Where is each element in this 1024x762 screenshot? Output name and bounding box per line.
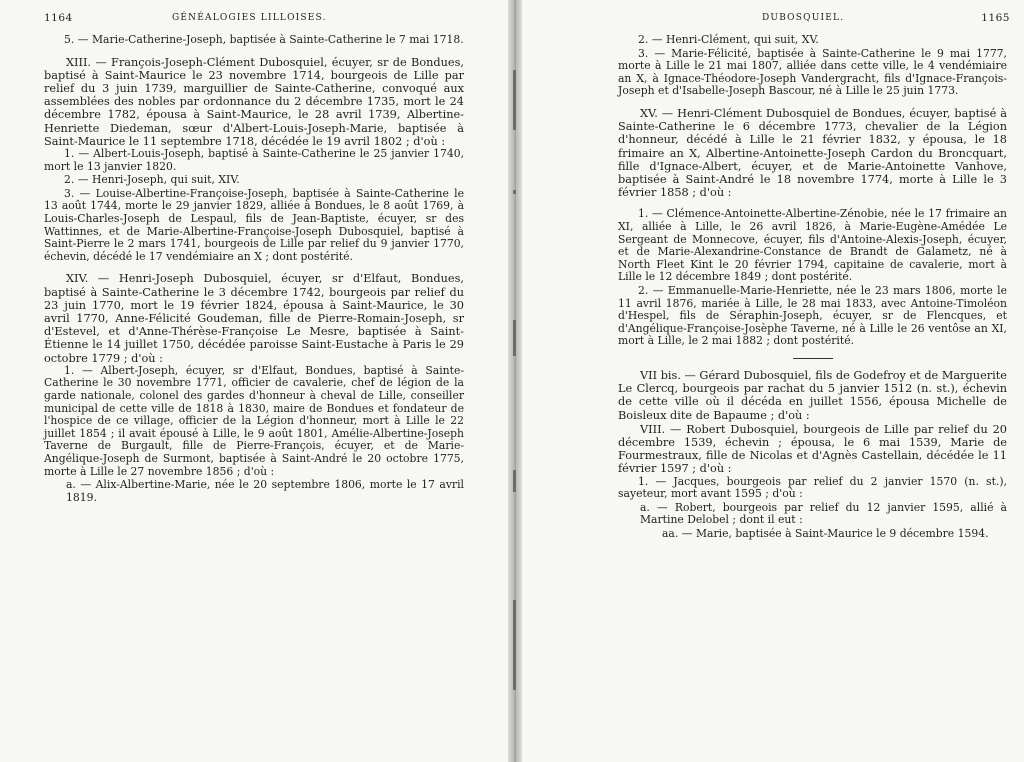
left-page-header bbox=[0, 10, 508, 30]
genealogy-entry: VIII. — Robert Dubosquiel, bourgeois de Lille par relief du 20 décembre 1539, échevin ; épousa, le 6 mai 1539, Marie de Fourmestraux, fille de Nicolas et d'Agnès Castellain, décédée le 11 février 1597 ; d'où : bbox=[618, 422, 1007, 476]
child-entry: a. — Robert, bourgeois par relief du 12 janvier 1595, allié à Martine Delobel ; dont il eut : bbox=[640, 500, 1007, 527]
paragraph-gap bbox=[44, 263, 464, 272]
right-page-text bbox=[618, 34, 1007, 541]
genealogy-entry: XV. — Henri-Clément Dubosquiel de Bondues, écuyer, baptisé à Sainte-Catherine le 6 décembre 1773, chevalier de la Légion d'honneur, décédé à Lille le 21 février 1832, y épousa, le 18 frimaire an X, Albertine-Antoinette-Joseph Cardon du Broncquart, fille d'Ignace-Albert, écuyer, et de Marie-Antoinette Vanhove, baptisée à Saint-André le 18 novembre 1774, morte à Lille le 3 février 1858 ; d'où : bbox=[618, 106, 1007, 200]
child-entry: 3. — Marie-Félicité, baptisée à Sainte-Catherine le 9 mai 1777, morte à Lille le 21 mai 1807, alliée dans cette ville, le 4 vendémiaire an X, à Ignace-Théodore-Joseph Vandergracht, fils d'Ignace-François-Joseph et d'Isabelle-Joseph Bascour, né à Lille le 25 juin 1773. bbox=[618, 46, 1007, 98]
child-entry: a. — Alix-Albertine-Marie, née le 20 septembre 1806, morte le 17 avril 1819. bbox=[66, 478, 464, 504]
section-separator bbox=[793, 358, 833, 359]
genealogy-entry: VII bis. — Gérard Dubosquiel, fils de Godefroy et de Marguerite Le Clercq, bourgeois par rachat du 5 janvier 1512 (n. st.), échevin de cette ville où il décéda en juillet 1556, épousa Michelle de Boisleux dite de Bapaume ; d'où : bbox=[618, 368, 1007, 422]
left-page-number: 1164 bbox=[44, 12, 73, 24]
child-entry: 2. — Henri-Clément, qui suit, XV. bbox=[638, 33, 819, 46]
left-running-title: GÉNÉALOGIES LILLOISES. bbox=[172, 13, 327, 23]
right-page bbox=[522, 0, 1024, 762]
left-page bbox=[0, 0, 508, 762]
child-entry: 3. — Louise-Albertine-Françoise-Joseph, baptisée à Sainte-Catherine le 13 août 1744, morte le 29 janvier 1829, alliée à Bondues, le 8 août 1769, à Louis-Charles-Joseph de Lespaul, fils de Jean-Baptiste, écuyer, sr des Wattinnes, et de Marie-Albertine-Françoise-Joseph Dubosquiel, baptisé à Saint-Pierre le 2 mars 1741, bourgeois de Lille par relief du 9 janvier 1770, échevin, décédé le 17 vendémiaire an X ; dont postérité. bbox=[44, 186, 464, 263]
child-entry: 1. — Albert-Joseph, écuyer, sr d'Elfaut, Bondues, baptisé à Sainte-Catherine le 30 novembre 1771, officier de cavalerie, chef de légion de la garde nationale, colonel des gardes d'honneur à cheval de Lille, conseiller municipal de cette ville de 1818 à 1830, maire de Bondues et fondateur de l'hospice de ce village, officier de la Légion d'honneur, mort à Lille le 22 juillet 1854 ; il avait épousé à Lille, le 9 août 1801, Amélie-Albertine-Joseph Taverne de Burgault, fille de Pierre-François, écuyer, et de Marie-Angélique-Joseph de Surmont, baptisée à Saint-André le 20 octobre 1775, morte à Lille le 27 novembre 1856 ; d'où : bbox=[44, 363, 464, 478]
right-running-title: DUBOSQUIEL. bbox=[762, 13, 845, 23]
genealogy-entry: XIV. — Henri-Joseph Dubosquiel, écuyer, sr d'Elfaut, Bondues, baptisé à Sainte-Catherine le 3 décembre 1742, bourgeois par relief du 23 juin 1770, mort le 19 février 1824, épousa à Saint-Maurice, le 30 avril 1770, Anne-Félicité Goudeman, fille de Pierre-Romain-Joseph, sr d'Estevel, et d'Anne-Thérèse-Françoise Le Mesre, baptisée à Saint-Étienne le 14 juillet 1750, décédée paroisse Saint-Eustache à Paris le 29 octobre 1779 ; d'où : bbox=[44, 272, 464, 365]
left-page-text bbox=[44, 34, 464, 504]
child-entry: 1. — Albert-Louis-Joseph, baptisé à Sainte-Catherine le 25 janvier 1740, mort le 13 janvier 1820. bbox=[44, 147, 464, 173]
child-entry: 5. — Marie-Catherine-Joseph, baptisée à Sainte-Catherine le 7 mai 1718. bbox=[64, 33, 464, 46]
child-entry: 1. — Jacques, bourgeois par relief du 2 janvier 1570 (n. st.), sayeteur, mort avant 1595 ; d'où : bbox=[618, 474, 1007, 501]
child-entry: 1. — Clémence-Antoinette-Albertine-Zénobie, née le 17 frimaire an XI, alliée à Lille, le 26 avril 1826, à Marie-Eugène-Amédée Le Sergeant de Monnecove, écuyer, fils d'Antoine-Alexis-Joseph, écuyer, et de Marie-Alexandrine-Constance de Brandt de Galametz, né à North Fleet Kint le 20 février 1794, capitaine de cavalerie, mort à Lille le 12 décembre 1849 ; dont postérité. bbox=[618, 207, 1007, 284]
right-page-number: 1165 bbox=[981, 12, 1010, 24]
paragraph-gap bbox=[618, 98, 1007, 107]
paragraph-gap bbox=[44, 47, 464, 56]
child-entry: 2. — Henri-Joseph, qui suit, XIV. bbox=[64, 173, 240, 187]
child-entry: 2. — Emmanuelle-Marie-Henriette, née le 23 mars 1806, morte le 11 avril 1876, mariée à Lille, le 28 mai 1833, avec Antoine-Timoléon d'Hespel, fils de Séraphin-Joseph, écuyer, sr de Flencques, et d'Angélique-Françoise-Josèphe Taverne, né à Lille le 26 ventôse an XI, mort à Lille, le 2 mai 1882 ; dont postérité. bbox=[618, 283, 1007, 348]
right-page-header bbox=[522, 10, 1024, 30]
genealogy-entry: XIII. — François-Joseph-Clément Dubosquiel, écuyer, sr de Bondues, baptisé à Saint-Maurice le 23 novembre 1714, bourgeois de Lille par relief du 3 juin 1739, marguillier de Sainte-Catherine, convoqué aux assemblées des nobles par ordonnance du 2 décembre 1735, mort le 24 décembre 1782, épousa à Saint-Maurice, le 28 avril 1739, Albertine-Henriette Diedeman, sœur d'Albert-Louis-Joseph-Marie, baptisée à Saint-Maurice le 11 septembre 1718, décédée le 19 avril 1802 ; d'où : bbox=[44, 55, 464, 148]
child-entry: aa. — Marie, baptisée à Saint-Maurice le 9 décembre 1594. bbox=[662, 526, 989, 540]
